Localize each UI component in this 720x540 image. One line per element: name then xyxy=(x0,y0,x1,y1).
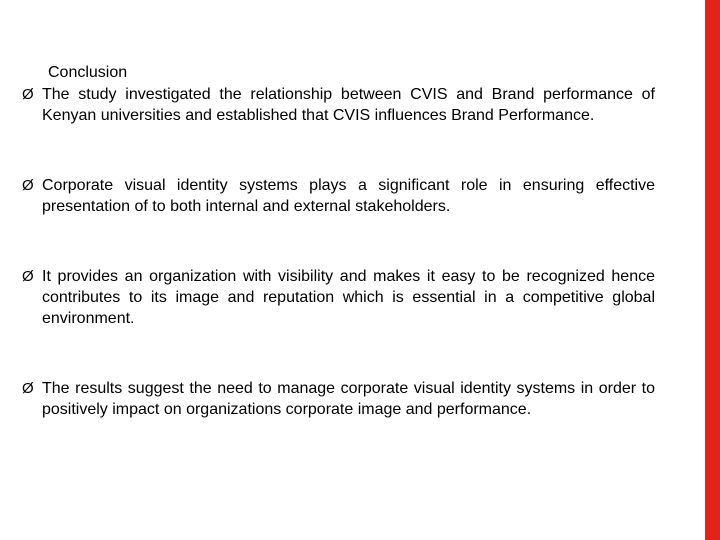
arrow-bullet-icon: Ø xyxy=(22,268,34,285)
bullet-item xyxy=(22,175,655,217)
accent-bar xyxy=(705,0,720,540)
bullet-item xyxy=(22,84,655,126)
slide-content xyxy=(22,62,655,420)
bullet-item xyxy=(22,378,655,420)
bullet-text: It provides an organization with visibility and makes it easy to be recognized hence contributes to its image and reputation which is essential in a competitive global environment. xyxy=(42,268,655,327)
arrow-bullet-icon: Ø xyxy=(22,380,34,397)
bullet-text: Corporate visual identity systems plays a significant role in ensuring effective presentation of to both internal and external stakeholders. xyxy=(42,177,655,215)
bullet-text: The results suggest the need to manage corporate visual identity systems in order to positively impact on organizations corporate image and performance. xyxy=(42,380,655,418)
bullet-list xyxy=(22,84,655,420)
arrow-bullet-icon: Ø xyxy=(22,177,34,194)
bullet-item xyxy=(22,266,655,329)
slide-heading: Conclusion xyxy=(48,64,128,81)
bullet-text: The study investigated the relationship between CVIS and Brand performance of Kenyan universities and established that CVIS influences Brand Performance. xyxy=(42,86,655,124)
arrow-bullet-icon: Ø xyxy=(22,86,34,103)
